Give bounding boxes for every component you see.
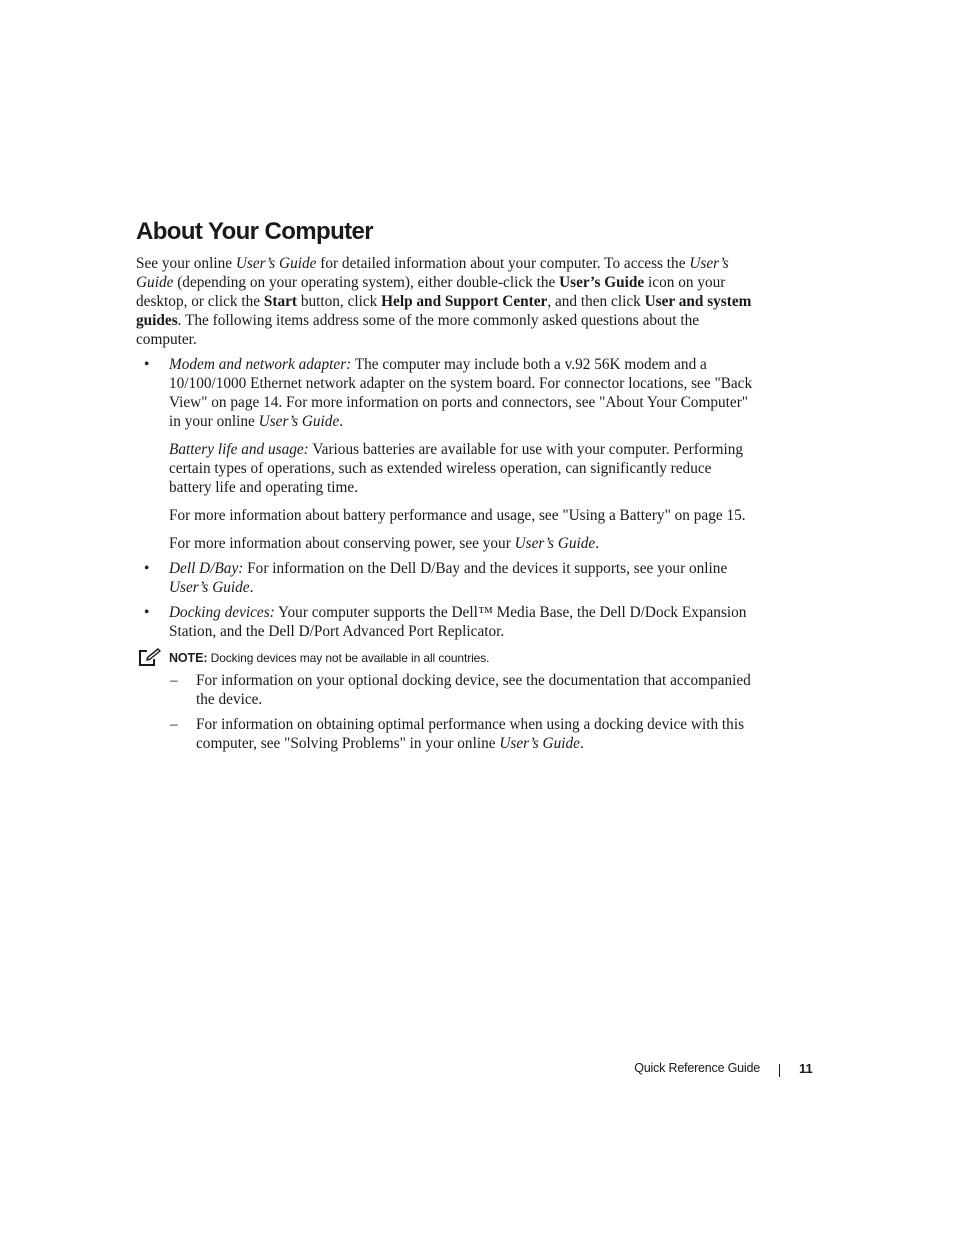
dash-item [136,715,756,753]
bold-term: User and system guides [136,293,752,329]
note-label: NOTE: [169,651,208,665]
page-number: 11 [799,1061,813,1076]
bullet-item-modem [136,355,756,553]
page-footer [0,1061,954,1081]
bullet-list [136,355,756,641]
bullet-paragraph: Docking devices: Your computer supports the Dell™ Media Base, the Dell D/Dock Expansion Station, and the Dell D/Port Advanced Port Replicator. [169,604,747,640]
pencil-note-icon [138,647,162,667]
italic-term: Modem and network adapter: [169,356,352,373]
document-body [136,254,756,759]
bullet-paragraph: Battery life and usage: Various batteries are available for use with your computer. Performing certain types of operations, such as extended wireless operation, can significantly reduce battery life and operating time. [169,441,744,496]
footer-divider [779,1064,780,1077]
dash-marker: – [170,716,178,733]
footer-title: Quick Reference Guide [634,1061,760,1075]
page-title: About Your Computer [136,218,374,245]
bullet-paragraph: Dell D/Bay: For information on the Dell D/Bay and the devices it supports, see your online User’s Guide. [169,560,728,596]
italic-term: Dell D/Bay: [169,560,244,577]
intro-paragraph: See your online User’s Guide for detailed information about your computer. To access the User’s Guide (depending on your operating system), either double-click the User’s Guide icon on your desktop, or click the Start button, click Help and Support Center, and then click User and system guides. The following items address some of the more commonly asked questions about the computer. [136,255,752,348]
italic-term: User’s Guide [258,413,340,430]
italic-term: User’s Guide [514,535,596,552]
italic-term: User’s Guide [235,255,317,272]
dash-item [136,671,756,709]
italic-term: User’s Guide [136,255,729,291]
dash-marker: – [170,672,178,689]
italic-term: Battery life and usage: [169,441,309,458]
italic-term: User’s Guide [169,579,250,596]
dash-text: For information on obtaining optimal performance when using a docking device with this computer, see "Solving Problems" in your online User’s Guide. [196,716,745,752]
bullet-marker: • [144,604,150,621]
bullet-item-docking [136,603,756,641]
bullet-marker: • [144,356,150,373]
bullet-paragraph: Modem and network adapter: The computer may include both a v.92 56K modem and a 10/100/1000 Ethernet network adapter on the system board. For connector locations, see "Back View" on page 14. For more information on ports and connectors, see "About Your Computer" in your online User’s Guide. [169,356,753,430]
bold-term: Help and Support Center [381,293,548,310]
bullet-paragraph: For more information about conserving power, see your User’s Guide. [169,535,600,552]
note-callout [136,649,756,667]
note-text: Docking devices may not be available in all countries. [207,651,490,665]
bold-term: Start [263,293,298,310]
dash-text: For information on your optional docking device, see the documentation that accompanied the device. [196,672,751,708]
dash-list [136,671,756,753]
italic-term: User’s Guide [499,735,580,752]
bold-term: User’s Guide [559,274,645,291]
bullet-marker: • [144,560,150,577]
bullet-item-dbay [136,559,756,597]
bullet-paragraph: For more information about battery performance and usage, see "Using a Battery" on page 15. [169,507,746,524]
italic-term: Docking devices: [169,604,275,621]
